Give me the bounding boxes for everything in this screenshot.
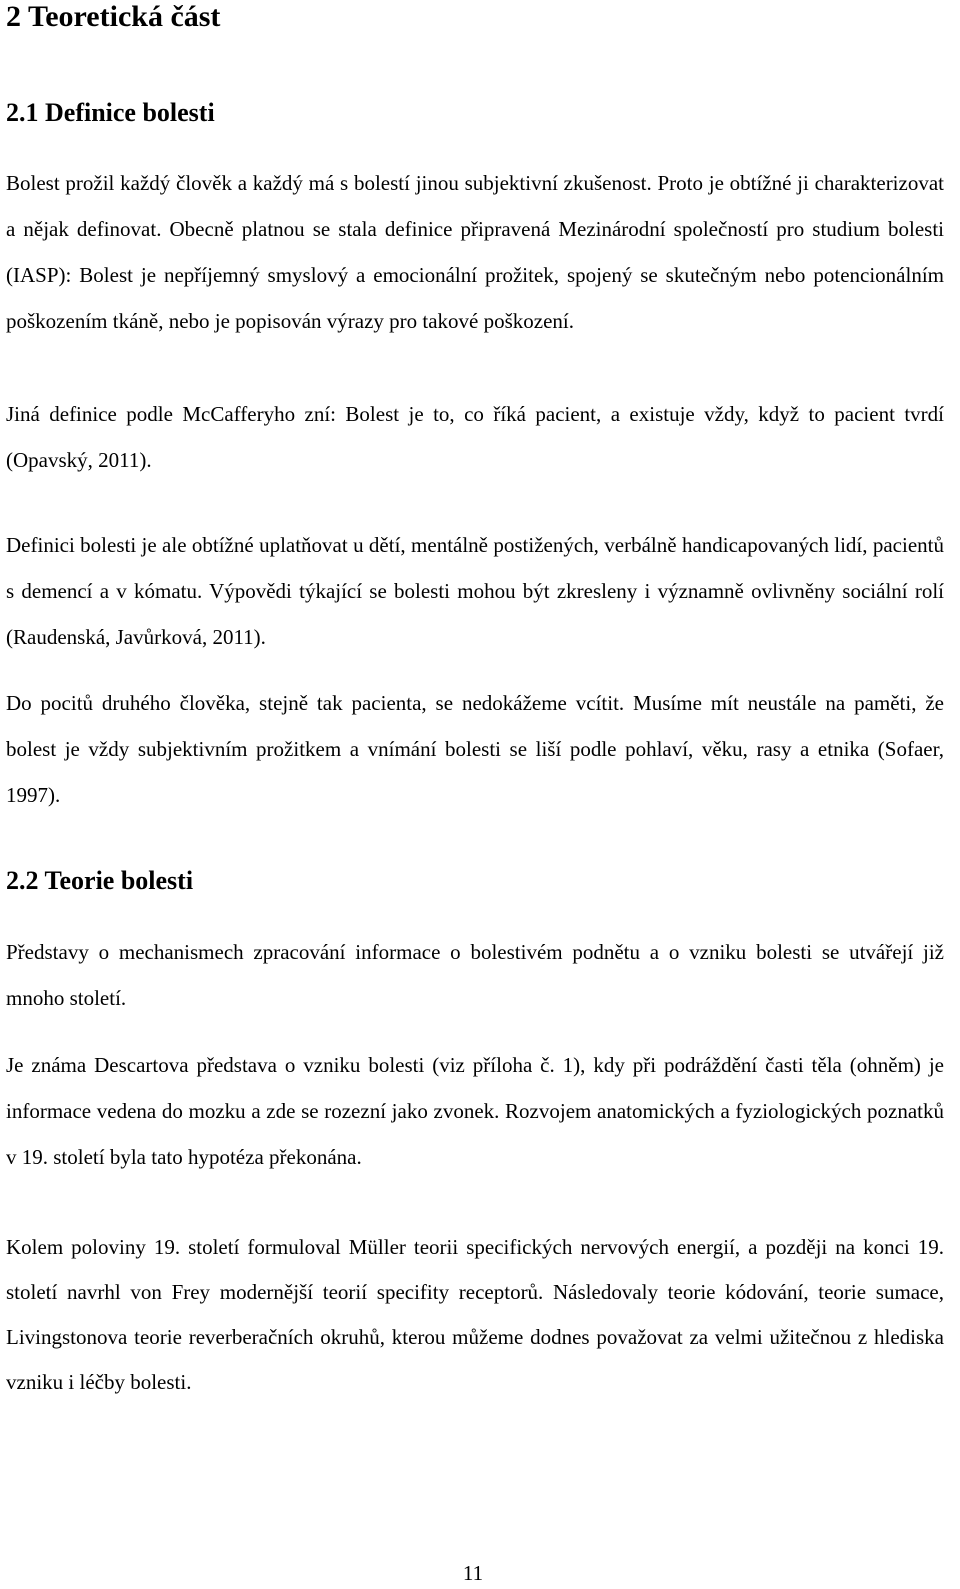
paragraph: Představy o mechanismech zpracování informace o bolestivém podnětu a o vzniku bolesti se utvářejí již mnoho století.	[6, 940, 944, 1010]
paragraph: Kolem poloviny 19. století formuloval Müller teorii specifických nervových energií, a později na konci 19. století navrhl von Frey modernější teorií specifity receptorů. Následovaly teorie kódování, teorie sumace, Livingstonova teorie reverberačních okruhů, kterou můžeme dodnes považovat za velmi užitečnou z hlediska vzniku i léčby bolesti.	[6, 1235, 944, 1394]
paragraph: Do pocitů druhého člověka, stejně tak pacienta, se nedokážeme vcítit. Musíme mít neustále na paměti, že bolest je vždy subjektivním prožitkem a vnímání bolesti se liší podle pohlaví, věku, rasy a etnika (Sofaer, 1997).	[6, 691, 944, 807]
paragraph: Bolest prožil každý člověk a každý má s bolestí jinou subjektivní zkušenost. Proto je obtížné ji charakterizovat a nějak definovat. Obecně platnou se stala definice připravená Mezinárodní společností pro studium bolesti (IASP): Bolest je nepříjemný smyslový a emocionální prožitek, spojený se skutečným nebo potencionálním poškozením tkáně, nebo je popisován výrazy pro takové poškození.	[6, 171, 944, 333]
page-number: 11	[462, 1561, 484, 1585]
section-title-2-1: 2.1 Definice bolesti	[6, 98, 215, 127]
paragraph: Je známa Descartova představa o vzniku bolesti (viz příloha č. 1), kdy při podráždění časti těla (ohněm) je informace vedena do mozku a zde se rozezní jako zvonek. Rozvojem anatomických a fyziologických poznatků v 19. století byla tato hypotéza překonána.	[6, 1053, 944, 1169]
paragraph: Definici bolesti je ale obtížné uplatňovat u dětí, mentálně postižených, verbálně handicapovaných lidí, pacientů s demencí a v kómatu. Výpovědi týkající se bolesti mohou být zkresleny i významně ovlivněny sociální rolí (Raudenská, Javůrková, 2011).	[6, 533, 944, 649]
paragraph: Jiná definice podle McCafferyho zní: Bolest je to, co říká pacient, a existuje vždy, když to pacient tvrdí (Opavský, 2011).	[6, 402, 944, 472]
chapter-title: 2 Teoretická část	[6, 0, 221, 33]
section-title-2-2: 2.2 Teorie bolesti	[6, 866, 194, 895]
